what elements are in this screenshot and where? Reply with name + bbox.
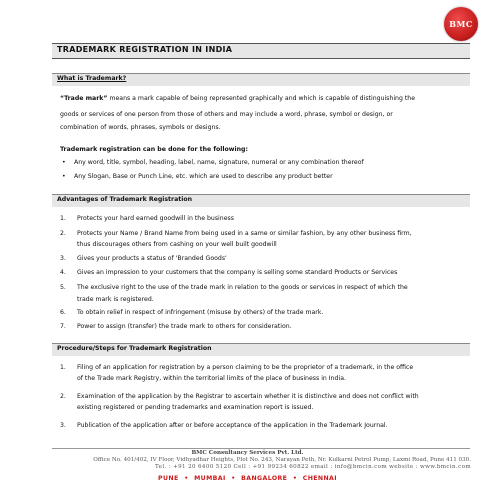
section-heading: What is Trademark? [57,75,127,82]
city-name: CHENNAI [302,475,337,482]
advantage-item: Gives your products a status of 'Branded Goods' [77,255,227,262]
procedure-item: Publication of the application after or before acceptance of the application in the Trademark Journal. [77,422,388,429]
what-line-2: goods or services of one person from those of others and may include a word, phrase, symbol or design, or [60,111,393,118]
trade-mark-term: “Trade mark” [60,95,108,102]
bullet-icon: • [62,173,66,180]
list-number: 4. [60,269,66,276]
advantage-item: Protects your Name / Brand Name from being used in a same or similar fashion, by any other business firm, [77,230,412,237]
list-number: 7. [60,323,66,330]
footer-company: BMC Consultancy Services Pvt. Ltd. [191,450,304,456]
city-name: PUNE [158,475,179,482]
can-be-done-item: Any Slogan, Base or Punch Line, etc. which are used to describe any product better [74,173,333,180]
what-line-3: combination of words, phrases, symbols or designs. [60,124,221,131]
footer-divider [52,448,470,449]
page-title: TRADEMARK REGISTRATION IN INDIA [57,45,233,54]
advantage-item: To obtain relief in respect of infringement (misuse by others) of the trade mark. [77,309,324,316]
can-be-done-item: Any word, title, symbol, heading, label, name, signature, numeral or any combination thereof [74,159,364,166]
advantage-item: The exclusive right to the use of the trade mark in relation to the goods or services in respect of which the [77,284,408,291]
advantage-item: Power to assign (transfer) the trade mark to others for consideration. [77,323,292,330]
logo-text: BMC [449,19,473,29]
city-name: MUMBAI [194,475,226,482]
list-number: 6. [60,309,66,316]
procedure-item: existing registered or pending trademarks and examination report is issued. [77,404,314,411]
advantage-item: thus discourages others from cashing on your well built goodwill [77,241,277,248]
section-advantages [52,194,470,207]
list-number: 5. [60,284,66,291]
footer-cities [0,475,495,482]
can-be-done-heading: Trademark registration can be done for the following: [60,146,248,153]
list-number: 1. [60,364,66,371]
what-text: means a mark capable of being represented graphically and which is capable of distinguishing the [109,95,416,102]
advantage-item: trade mark is registered. [77,296,154,303]
page-title-bar [52,43,470,59]
list-number: 1. [60,215,66,222]
section-heading: Procedure/Steps for Trademark Registration [57,345,212,352]
advantage-item: Gives an impression to your customers that the company is selling some standard Products or Services [77,269,398,276]
list-number: 3. [60,422,66,429]
separator-dot: • [231,475,236,482]
separator-dot: • [184,475,189,482]
procedure-item: Examination of the application by the Registrar to ascertain whether it is distinctive and does not conflict with [77,393,419,400]
company-logo [444,7,478,41]
list-number: 2. [60,230,66,237]
list-number: 2. [60,393,66,400]
footer-address: Office No. 401/402, IV Floor, Vidhyadhar Heights, Plot No. 243, Narayan Peth, Nr. Kulkarni Petrol Pump, Laxmi Road, Pune 411 030. [93,457,471,463]
footer-contact: Tel. : +91 20 6400 5120 Cell : +91 99234 60822 email : info@bmcin.com website : www.bmcin.com [155,464,471,470]
bullet-icon: • [62,159,66,166]
city-name: BANGALORE [241,475,288,482]
what-line-1 [60,94,462,103]
section-procedure [52,343,470,356]
advantage-item: Protects your hard earned goodwill in the business [77,215,234,222]
section-what-is-trademark [52,73,470,86]
separator-dot: • [292,475,298,482]
procedure-item: Filing of an application for registration by a person claiming to be the proprietor of a trademark, in the office [77,364,414,371]
section-heading: Advantages of Trademark Registration [57,196,192,203]
list-number: 3. [60,255,66,262]
procedure-item: of the Trade mark Registry, within the territorial limits of the place of business in India. [77,375,346,382]
